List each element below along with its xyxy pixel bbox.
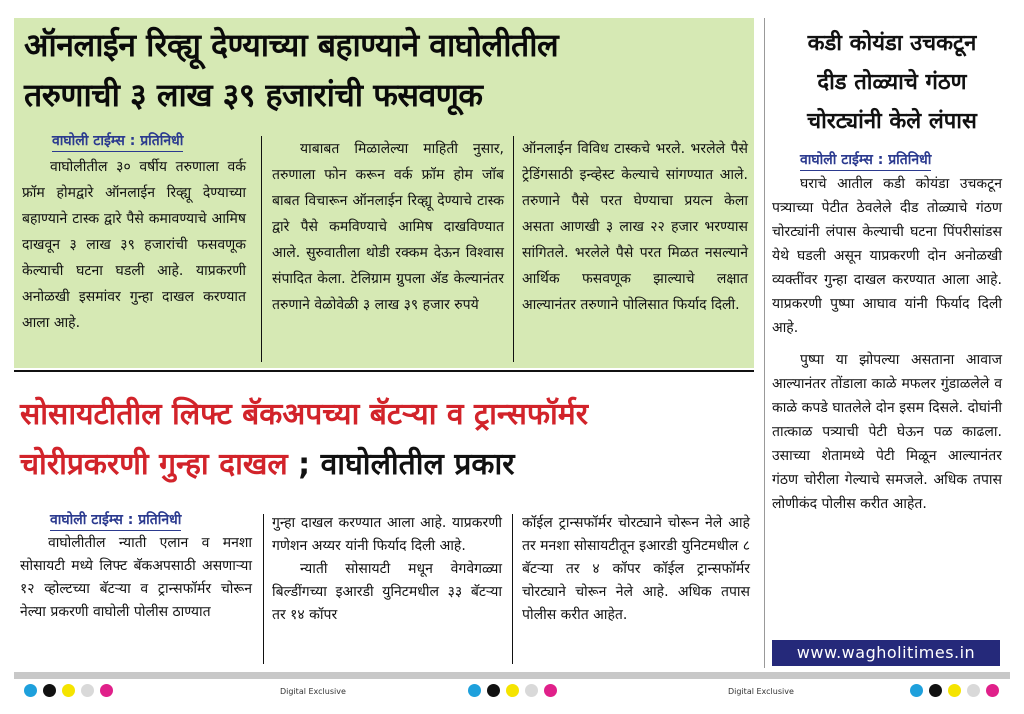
story3-byline: वाघोली टाईम्स : प्रतिनिधी <box>800 150 931 171</box>
magenta-dot <box>100 684 113 697</box>
grey-dot <box>81 684 94 697</box>
yellow-dot <box>62 684 75 697</box>
grey-dot <box>967 684 980 697</box>
column-divider <box>263 514 264 664</box>
magenta-dot <box>986 684 999 697</box>
story1-byline: वाघोली टाईम्स : प्रतिनिधी <box>52 131 183 152</box>
story1-col1 <box>22 128 246 336</box>
right-column-divider <box>764 18 765 668</box>
story1-headline-line2: तरुणाची ३ लाख ३९ हजारांची फसवणूक <box>24 76 483 114</box>
story2-headline-line2-black: ; वाघोलीतील प्रकार <box>287 447 515 482</box>
column-divider <box>513 136 514 362</box>
story3-headline-line2: दीड तोळ्याचे गंठण <box>817 70 967 95</box>
yellow-dot <box>948 684 961 697</box>
story1-block <box>14 18 754 368</box>
story3-para1: घराचे आतील कडी कोयंडा उचकटून पत्र्याच्या पेटीत ठेवलेले दीड तोळ्याचे गंठण चोरट्यांनी लंपास केल्याची घटना पिंपरीसांडस येथे घडली असून याप्रकरणी दोन अनोळखी व्यक्तींवर गुन्हा दाखल करण्यात आला आहे. याप्रकरणी पुष्पा आघाव यांनी फिर्याद दिली आहे. <box>772 176 1002 336</box>
magenta-dot <box>544 684 557 697</box>
story2-col3-text: कॉईल ट्रान्सफॉर्मर चोरट्याने चोरून नेले आहे तर मनशा सोसायटीतून इआरडी युनिटमधील ८ बॅटऱ्या तर ४ कॉपर कॉईल ट्रान्सफॉर्मर चोरट्याने चोरून नेले आहे. अधिक तपास पोलीस करीत आहेत. <box>522 515 750 623</box>
story3-headline-line3: चोरट्यांनी केले लंपास <box>807 109 977 134</box>
story2-headline-line2-red: चोरीप्रकरणी गुन्हा दाखल <box>20 447 288 482</box>
registration-marks-center <box>468 684 557 697</box>
story3-body <box>772 148 1002 516</box>
story2-col1-text: वाघोलीतील न्याती एलान व मनशा सोसायटी मध्ये लिफ्ट बॅकअपसाठी असणाऱ्या १२ व्होल्टच्या बॅटऱ्या व ट्रान्सफॉर्मर चोरून नेल्या प्रकरणी वाघोली पोलीस ठाण्यात <box>20 535 252 620</box>
story2-col2-text-b: न्याती सोसायटी मधून वेगवेगळ्या बिल्डींगच्या इआरडी युनिटमधील ३३ बॅटऱ्या तर १४ कॉपर <box>272 561 502 623</box>
cyan-dot <box>910 684 923 697</box>
grey-dot <box>525 684 538 697</box>
story1-headline-line1: ऑनलाईन रिव्ह्यू देण्याच्या बहाण्याने वाघोलीतील <box>24 26 559 64</box>
story2-col2-text-a: गुन्हा दाखल करण्यात आला आहे. याप्रकरणी गणेशन अय्यर यांनी फिर्याद दिली आहे. <box>272 515 502 554</box>
story1-col1-text: वाघोलीतील ३० वर्षीय तरुणाला वर्क फ्रॉम होमद्वारे ऑनलाईन रिव्ह्यू देण्याच्या बहाण्याने टास्क द्वारे पैसे कमावण्याचे आमिष दाखवून ३ लाख ३९ हजारांची फसवणूक केल्याची घटना घडली आहे. याप्रकरणी अनोळखी इसमांवर गुन्हा दाखल करण्यात आला आहे. <box>22 159 246 331</box>
black-dot <box>487 684 500 697</box>
story2-headline <box>20 390 760 490</box>
cyan-dot <box>468 684 481 697</box>
website-url-badge[interactable]: www.wagholitimes.in <box>772 640 1000 666</box>
column-divider <box>261 136 262 362</box>
story1-col3-text: ऑनलाईन विविध टास्कचे भरले. भरलेले पैसे ट्रेडिंगसाठी इन्व्हेस्ट केल्याचे सांगण्यात आले. तरुणाने पैसे परत घेण्याचा प्रयत्न केला असता आणखी ३ लाख २२ हजार भरण्यास सांगितले. भरलेले पैसे परत मिळत नसल्याने आर्थिक फसवणूक झाल्याचे लक्षात आल्यानंतर तरुणाने पोलिसात फिर्याद दिली. <box>522 141 748 313</box>
story1-col2 <box>272 136 504 318</box>
story1-bottom-rule <box>14 370 754 372</box>
story2-col2 <box>272 512 502 627</box>
black-dot <box>43 684 56 697</box>
black-dot <box>929 684 942 697</box>
story1-headline <box>24 20 744 120</box>
registration-marks-right <box>910 684 999 697</box>
story3-headline <box>772 24 1012 141</box>
digital-exclusive-label-left: Digital Exclusive <box>280 687 346 696</box>
story2-headline-line1: सोसायटीतील लिफ्ट बॅकअपच्या बॅटऱ्या व ट्रान्सफॉर्मर <box>20 397 588 432</box>
story1-col3 <box>522 136 748 318</box>
story2-byline: वाघोली टाईम्स : प्रतिनिधी <box>50 510 181 531</box>
story3-headline-line1: कडी कोयंडा उचकटून <box>807 31 977 56</box>
story2-col3 <box>522 512 750 627</box>
yellow-dot <box>506 684 519 697</box>
registration-marks-left <box>24 684 113 697</box>
story1-col2-text: याबाबत मिळालेल्या माहिती नुसार, तरुणाला फोन करून वर्क फ्रॉम होम जॉब बाबत विचारून ऑनलाईन रिव्ह्यू देण्याचे टास्क द्वारे पैसे कमविण्याचे आमिष दाखविण्यात आले. सुरुवातीला थोडी रक्कम देऊन विश्वास संपादित केला. टेलिग्राम ग्रुपला ॲड केल्यानंतर तरुणाने वेळोवेळी ३ लाख ३९ हजार रुपये <box>272 141 504 313</box>
digital-exclusive-label-right: Digital Exclusive <box>728 687 794 696</box>
footer-bar <box>14 672 1010 679</box>
cyan-dot <box>24 684 37 697</box>
column-divider <box>512 514 513 664</box>
story3-para2: पुष्पा या झोपल्या असताना आवाज आल्यानंतर तोंडाला काळे मफलर गुंडाळलेले व काळे कपडे घातलेले दोन इसम दिसले. दोघांनी तात्काळ पत्र्याची पेटी घेऊन पळ काढला. उसाच्या शेतामध्ये पेटी मिळून आल्यानंतर गंठण चोरीला गेल्याचे समजले. अधिक तपास लोणीकंद पोलीस करीत आहेत. <box>772 352 1002 512</box>
story2-col1 <box>20 508 252 624</box>
